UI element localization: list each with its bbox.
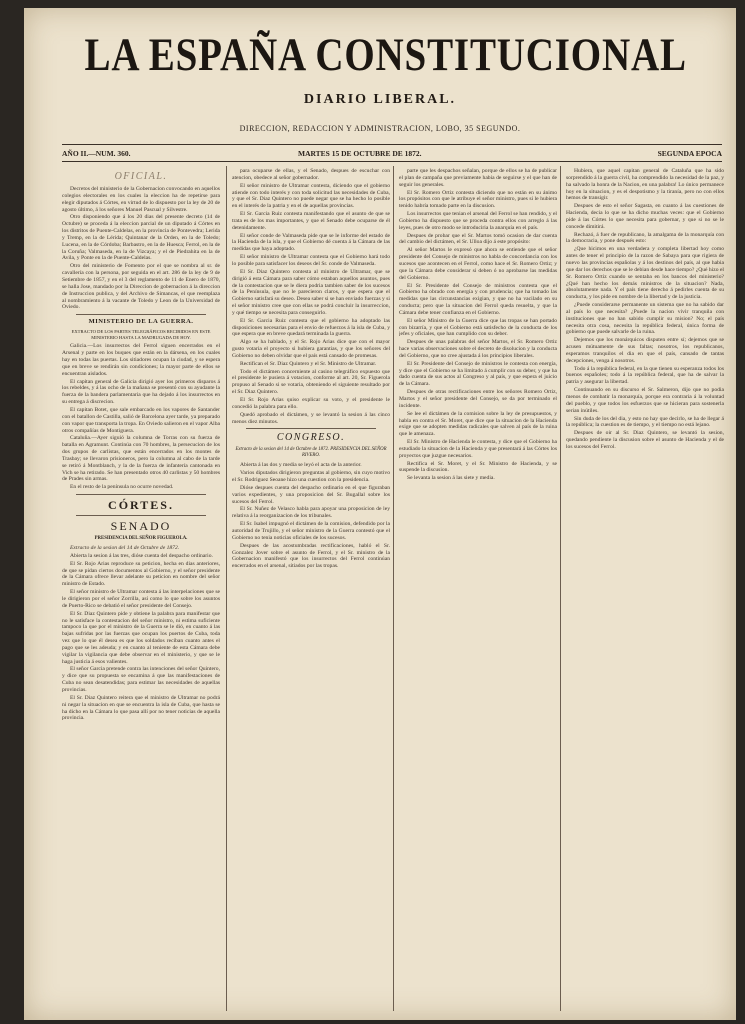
article-paragraph: El señor ministro de Ultramar contesta que el Gobierno hará todo lo posible para satisfacer los deseos del Sr. conde de Valmaseda. <box>232 254 390 267</box>
article-paragraph: El señor Ministro de la Guerra dice que las tropas se han portado con bizarría, y que el Gobierno está satisfecho de la conducta de los jefes y oficiales, que han cumplido con su deber. <box>399 317 557 338</box>
address-line: DIRECCION, REDACCION Y ADMINISTRACION, LOBO, 35 SEGUNDO. <box>239 124 521 133</box>
article-paragraph: para ocuparse de ellas, y el Senado, despues de escuchar con atencion, obedece al señor gobernador. <box>232 168 390 181</box>
article-paragraph: El capitan general de Galicia dirigió ayer los primeros disparos á los rebeldes, y á las ocho de la mañana se presentó con su ayudante la fuerza de la bandera parlamentaria que ha dejado á los insurrectos en su entrega á discrecion. <box>62 378 220 406</box>
newspaper-title: LA ESPAÑA CONSTITUCIONAL <box>84 29 687 81</box>
article-paragraph: El señor Garcia pretende contra las intenciones del señor Quintero, y dice que su propuesta se encamina á que las manifestaciones de Cuba no sean desatendidas; para estimar las necesidades de aquellas provincias. <box>62 666 220 693</box>
article-paragraph: Dejemos que los monárquicos disputen entre sí; dejemos que se acusen mútuamente de sus faltas; nosotros, los republicanos, esperamos tranquilos el dia en que el país, cansado de tantas decepciones, venga á nosotros. <box>566 337 724 364</box>
article-paragraph: Se lee el dictámen de la comision sobre la ley de presupuestos, y habla en contra el Sr. Moret, que dice que la situacion de la Hacienda exige que se adopten medidas radicales que salven al país de la ruina que le amenaza. <box>399 410 557 438</box>
column-divider <box>226 166 227 1011</box>
article-paragraph: Dióse despues cuenta del despacho ordinario en el que figuraban varios expedientes, y una proposicion del Sr. Bugallal sobre los sucesos del Ferrol. <box>232 484 390 505</box>
article-paragraph: Otro del ministerio de Fomento por el que se nombra al sr. de cavallería con la persona, por seguida en el art. 286 de la ley de 9 de Setiembre de 1857, y en el 3 del reglamento de 11 de Enero de 1870, se halla Jose, mandado por la Direccion de gobernacion á la direccion de Instruccion publica, y del Archivo de Simancas, el que reemplaza al nombramiento á la vacante de Toledo y Leon de la Universidad de Oviedo. <box>62 263 220 311</box>
column-1 <box>62 168 220 1013</box>
article-paragraph: Quedó aprobado el dictámen, y se levantó la sesion á las cinco menos diez minutos. <box>232 411 390 425</box>
bottom-rule <box>62 161 722 162</box>
section-heading-oficial: OFICIAL. <box>114 171 168 182</box>
newspaper-subtitle: DIARIO LIBERAL. <box>303 92 457 107</box>
section-heading-cortes: CÓRTES. <box>108 498 174 513</box>
article-paragraph: El Sr. Presidente del Consejo de ministros contesta que el Gobierno ha obrado con energía y con prudencia; que ha tomado las medidas que las circunstancias exigian, y que no ha vacilado en su conducta; pero que la situacion del Ferrol queda resuelta, y que la Cámara debe tener confianza en el Gobierno. <box>399 282 557 316</box>
article-paragraph: En el resto de la península no ocurre novedad. <box>70 484 174 491</box>
article-paragraph: Sin duda de los del dia, y esto no hay que decirlo, se ha de llegar á la república; la cuestion es de tiempo, y el tiempo no está lejano. <box>566 415 724 429</box>
section-heading-guerra: MINISTERIO DE LA GUERRA. <box>88 318 194 326</box>
section-rule <box>76 494 206 495</box>
article-paragraph: Abierta á las dos y media se leyó el acta de la anterior. <box>240 462 362 469</box>
article-paragraph: Despues de oir al Sr. Diaz Quintero, se levantó la sesion, quedando pendiente la discusion sobre el asunto de Hacienda y el de los sucesos del Ferrol. <box>566 430 724 450</box>
article-paragraph: Despues de esto el señor Sagasta, en cuanto á las cuestiones de Hacienda, decia lo que se ha dicho muchas veces: que el Gobierno pide á las Córtes lo que necesita para gobernar, y que si no se le concede dimitirá. <box>566 203 724 230</box>
article-paragraph: El Sr. Romero Ortiz contesta diciendo que no están en su ánimo los propósitos con que le atribuye el señor ministro, pues si le hubiera tenido habría tomado parte en la discusion. <box>399 189 557 210</box>
article-paragraph: El Sr. Isabel impugnó el dictámen de la comision, defendido por la autoridad de Trujillo, y el señor ministro de la Guerra contestó que el Gobierno no tenia noticias oficiales de los sucesos. <box>232 521 390 541</box>
article-paragraph: Abierta la sesion á las tres, dióse cuenta del despacho ordinario. <box>70 552 213 559</box>
article-paragraph: Despues de probar que el Sr. Martos tomó ocasion de dar cuenta del cambio del dictámen, el Sr. Ulloa dijo á este propósito: <box>399 232 557 246</box>
article-paragraph: Galicia.—Los insurrectos del Ferrol siguen encerrados en el Arsenal y parte en los buques que están en la dársena, en los cuales hay en todas las puertas. Los sitiadores ocupan la ciudad, y se espera que en breve se rendirán sin condiciones; la mayor parte de ellos se encuentran aislados. <box>62 343 220 377</box>
article-paragraph: Continuando en su discurso el Sr. Salmeron, dijo que no podia menos de combatir la monarquía, porque era contraria á la voluntad del pueblo, y que todos los esfuerzos que se hicieran para sostenerla serian inútiles. <box>566 387 724 414</box>
article-paragraph: El señor ministro de Ultramar contesta á las interpelaciones que se le dirigieron por el señor Zorrilla, así como lo que sobre los asuntos de Puerto-Rico se debatió el señor presidente del Consejo. <box>62 589 220 609</box>
section-heading-congreso: CONGRESO. <box>276 432 346 444</box>
article-paragraph: Varios diputados dirigieron preguntas al gobierno, sin cuyo motivo el Sr. Rodriguez Seoane hizo una cuestion con la presidencia. <box>232 470 390 484</box>
section-subheading: EXTRACTO DE LOS PARTES TELEGRÁFICOS RECIBIDOS EN ESTE MINISTERIO HASTA LA MADRUGADA DE HOY. <box>71 329 211 340</box>
article-paragraph: El Sr. Rojo Arias quiso explicar su voto, y el presidente le concedió la palabra para ello. <box>232 397 390 410</box>
article-paragraph: El Sr. Presidente del Consejo de ministros le contesta con energía, y dice que el Gobierno se ha limitado á cumplir con su deber, y que ha dado cuenta de sus actos al Congreso y al país, y que espera el juicio de la Cámara. <box>399 360 557 388</box>
issue-number: AÑO II.—NUM. 360. <box>62 149 131 158</box>
newspaper-page <box>24 8 736 1020</box>
article-paragraph: Otro disponiendo que á los 20 dias del presente decreto (14 de Octubre) se proceda á la eleccion parcial de un diputado á Córtes en los distritos de Puente-Caldelas, en la provincia de Pontevedra; Lerida y Tremp, en la de Lérida; Quintanar de la Orden, en la de Toledo; Lucena, en la de Córdoba; Barbastro, en la de Huesca; Ferrol, en la de la Coruña; Valmaseda, en la de Vizcaya; y el de Piedrahita en la de Avila, y Ponte en la de Puente-Caldelas. <box>62 214 220 262</box>
article-paragraph: Decretos del ministerio de la Gobernacion convocando en aquellos colegios electorales en los cuales la eleccion ha de repetirse para elegir diputados á Córtes, en virtud de lo dispuesto por la ley de 20 de agosto último, á los señores Manuel Pascual y Silvestre. <box>62 186 220 213</box>
article-paragraph: El Sr. Diaz Quintero reitera que el ministro de Ultramar no podrá ni negar la situacion en que se encuentra la isla de Cuba, que hasta se ha dicho en la Cámara lo que pasa allí por no tener noticias de aquella provincia. <box>62 694 220 722</box>
issue-info-bar <box>62 149 722 161</box>
article-paragraph: Todo á la república federal, en la que tienen su esperanza todos los buenos españoles; todo á la república federal, que ha de salvar la patria y asegurar la libertad. <box>566 365 724 386</box>
article-paragraph: Despues de las acostumbradas rectificaciones, habló el Sr. Gonzalez Jover sobre el asunto de Ferrol, y el Sr. ministro de la Gobernacion manifestó que los insurrectos del Ferrol continúan encerrados en el arsenal, sitiados por las tropas. <box>232 542 390 570</box>
top-rule <box>62 144 722 145</box>
article-paragraph: parte que les despachos señalan, porque de ellos se ha de publicar el plan de campaña que previamente habia de seguirse y el que han de seguir los generales. <box>399 168 557 188</box>
article-paragraph: El Sr. Nuñez de Velasco habla para apoyar una proposicion de ley relativa á la reorganizacion de los tribunales. <box>232 506 390 520</box>
article-paragraph: Despues de otras rectificaciones entre los señores Romero Ortiz, Martos y el señor presidente del Consejo, se da por terminado el incidente. <box>399 389 557 409</box>
article-paragraph: ¿Que hicimos en una verdadera y completa libertad hoy como antes de tener el principio de la razon de Sabaya para que rigiera de nuevo las provincias españolas y á los destinos del país, al que habia que dar los derechos que se le debian desde hace tiempo? ¿Qué hizo el Sr. Romero Ortiz cuando se sentaba en los bancos del ministerio? ¿Qué han hecho los demás ministros de la situacion? Nada, absolutamente nada. Y el país tiene derecho á pedirles cuenta de su conducta, y los pide en nombre de la libertad y de la justicia. <box>566 246 724 301</box>
article-paragraph: El Sr. Ministro de Hacienda le contesta, y dice que el Gobierno ha estudiado la situacion de la Hacienda y que presentará á las Córtes los proyectos que juzgue necesarios. <box>399 439 557 459</box>
column-divider <box>560 166 561 1011</box>
article-paragraph: Algo se ha hablado, y el Sr. Rojo Arias dice que con el mayor gusto votaria el proyecto si hubiera garantias, y que los señores del Gobierno no deben olvidar que el país está cansado de promesas. <box>232 339 390 359</box>
column-divider <box>393 166 394 1011</box>
section-subheading: Extracto de la sesion del 14 de Octubre de 1872. PRESIDENCIA DEL SEÑOR RIVERO. <box>235 447 387 459</box>
section-heading-senado: SENADO <box>110 519 172 534</box>
section-rule <box>76 515 206 516</box>
article-paragraph: Los insurrectos que tenian el arsenal del Ferrol se han rendido, y el Gobierno ha dispuesto que se proceda contra ellos con arreglo á las leyes, pues de otro modo se introduciria la anarquía en el país. <box>399 211 557 231</box>
article-paragraph: Rectifican el Sr. Diaz Quintero y el Sr. Ministro de Ultramar. <box>240 360 377 367</box>
column-3 <box>399 168 557 1013</box>
article-paragraph: El capitan Botet, que sale embarcado en los vapores de Santander con el batallon de Castilla, salió de Barcelona ayer tarde, ya preparado con vapor que transporta la tropa. En Oviedo salieron en el vapor Alba otros compañías de Montiguera. <box>62 406 220 434</box>
article-paragraph: El Sr. Garcia Ruiz contesta que el gobierno ha adoptado las disposiciones necesarias para el envio de refuerzos á la isla de Cuba, y que espera que en breve quedará terminada la guerra. <box>232 317 390 338</box>
article-paragraph: El señor ministro de Ultramar contesta, diciendo que el gobierno atiende con todo interés y con toda solicitud las necesidades de Cuba, y que el Sr. Diaz Quintero no puede negar que se ha hecho lo posible en el interés de la patria y en el de aquellas provincias. <box>232 182 390 210</box>
article-paragraph: Todo el dictámen concerniente al casino telegráfico expuesto que el presidente le pusiera á votacion, conforme al art. 20, Sr. Figuerola propuso al Senado si se votaria, obteniendo el siguiente resultado por el Sr. Diaz Quintero. <box>232 368 390 396</box>
article-paragraph: El Sr. Diaz Quintero contesta al ministro de Ultramar, que se dirigió á esta Cámara para saber cómo estaban aquellos asuntos, pues de la contestacion que se le diera podria tambien saber de los sucesos de la Península, que no le parecieron claros, y que espera que el Gobierno satisfará su deseo. Desea saber si se han enviado fuerzas y si el señor ministro cree que con ellas se podrá concluir la insurreccion, y qué tiempo se necesita para conseguirlo. <box>232 268 390 316</box>
article-paragraph: Rectifica el Sr. Moret, y el Sr. Ministro de Hacienda, y se suspende la discusion. <box>399 460 557 474</box>
article-paragraph: Extracto de la sesion del 14 de Octubre de 1872. <box>70 545 180 552</box>
article-paragraph: El Sr. Garcia Ruiz contesta manifestando que el asunto de que se trata es de los mas importantes, y que el Senado debe ocuparse de él detenidamente. <box>232 211 390 231</box>
article-paragraph: Se levanta la sesion á las siete y media. <box>407 475 495 482</box>
article-paragraph: ¿Puede considerarse permanente un sistema que no ha sabido dar al país lo que necesita? ¿Puede la nacion vivir tranquila con instituciones que no han sabido cumplir su mision? No; el país necesita otra cosa, necesita la república federal, única forma de gobierno que puede salvarle de la ruina. <box>566 302 724 336</box>
section-rule <box>76 314 206 315</box>
article-paragraph: Cataluña.—Ayer siguió la columna de Torras con su fuerza de batalla en Agramunt. Continúa con 70 hombres, la persecucion de los dos grupos de carlistas, que están encerrados en los montes de Trasbay; se llevaron prisioneros, pero la columna al cabo de la tarde se retiró á Montblanch, y la de la fuerza de infantería cantonada en Vich se ha retirado. Se han presentado otros 40 carlistas y 50 hombres de Prades sin armas. <box>62 435 220 483</box>
article-paragraph: Rechazó, á fuer de republicano, la amalgama de la monarquía con la democracia, y pone después esto: <box>566 231 724 245</box>
column-2 <box>232 168 390 1013</box>
article-paragraph: El Sr. Rojo Arias reproduce su peticion, hecha en dias anteriores, de que se pidan ciertos documentos al Gobierno, y el señor presidente de la Cámara ofrece llevar adelante su peticion en nombre del señor ministro de Estado. <box>62 560 220 588</box>
section-subheading: PRESIDENCIA DEL SEÑOR FIGUEROLA. <box>94 536 188 542</box>
article-paragraph: Al señor Martos le expresó que ahora se entiende que el señor presidente del Consejo de ministros no habla de concordancia con los sucesos que acontecen en el Ferrol, como hace el Sr. Romero Ortiz; y que la Cámara debe considerar si deben ó no aprobarse las medidas del Gobierno. <box>399 247 557 281</box>
section-rule <box>246 428 376 429</box>
column-4 <box>566 168 724 1013</box>
issue-epoch: SEGUNDA EPOCA <box>657 149 722 158</box>
article-paragraph: Despues de unas palabras del señor Martos, el Sr. Romero Ortiz hace varias observaciones sobre el decreto de disolucion y la conducta del Gobierno, que no cree ajustada á los principios liberales. <box>399 339 557 359</box>
article-paragraph: Hubiera, que aquel capitan general de Cataluña que ha sido sorprendido á la guerra civil, ha comprendido la necesidad de la paz, y ha salvado la honra de la Nacion, en una palabra! Lo único permanece hoy en la situacion, y es el despotismo y la tiranía, pero no con ellos hemos de transigir. <box>566 168 724 202</box>
article-paragraph: El señor conde de Valmaseda pide que se le informe del estado de la Hacienda de la isla, y que el Gobierno dé cuenta á la Cámara de las medidas que haya adoptado. <box>232 232 390 253</box>
article-paragraph: El Sr. Diaz Quintero pide y obtiene la palabra para manifestar que no le satisface la contestacion del señor ministro, ni estima suficiente tampoco la que por el ministro de la Guerra se le dió, en cuanto á las bajas sufridas por las fuerzas que ocupan los puertos de Cuba, toda vez que lo que él desea es que los soldados reciban cuanto antes el pago que se les adeuda; y en cuanto al teniente de esta Cámara debe vigilar la vigilancia que debe observar en el ministerio, y que se le haga justicia á esos valientes. <box>62 610 220 665</box>
issue-date: MARTES 15 DE OCTUBRE DE 1872. <box>298 149 422 158</box>
